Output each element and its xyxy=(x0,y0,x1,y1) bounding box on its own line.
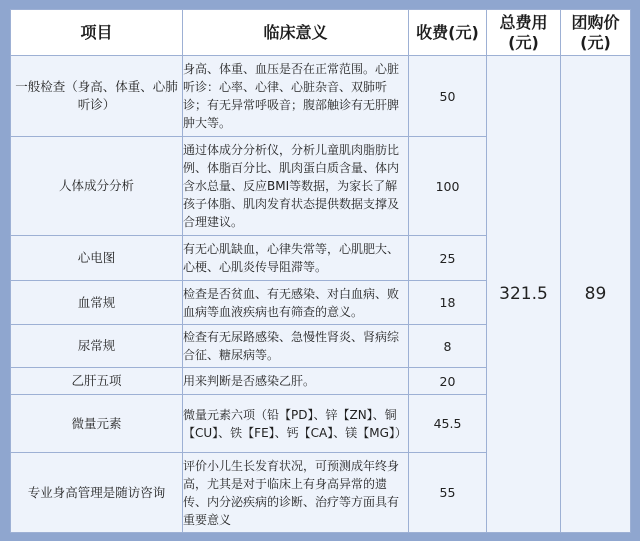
price-table xyxy=(10,9,631,533)
header-meaning: 临床意义 xyxy=(183,10,409,56)
fee-cell: 8 xyxy=(409,325,487,368)
fee-cell: 55 xyxy=(409,453,487,533)
meaning-cell: 用来判断是否感染乙肝。 xyxy=(183,368,409,395)
meaning-cell: 身高、体重、血压是否在正常范围。心脏听诊：心率、心律、心脏杂音、双肺听诊；有无异常呼吸音；腹部触诊有无肝脾肿大等。 xyxy=(183,56,409,137)
fee-cell: 50 xyxy=(409,56,487,137)
item-cell: 血常规 xyxy=(11,281,183,325)
item-cell: 乙肝五项 xyxy=(11,368,183,395)
fee-cell: 20 xyxy=(409,368,487,395)
fee-cell: 25 xyxy=(409,236,487,281)
header-row xyxy=(11,10,631,56)
header-total: 总费用(元) xyxy=(487,10,561,56)
item-cell: 尿常规 xyxy=(11,325,183,368)
item-cell: 微量元素 xyxy=(11,395,183,453)
total-cell: 321.5 xyxy=(487,56,561,533)
table-row xyxy=(11,56,631,137)
meaning-cell: 检查有无尿路感染、急慢性肾炎、肾病综合征、糖尿病等。 xyxy=(183,325,409,368)
meaning-cell: 评价小儿生长发育状况，可预测成年终身高，尤其是对于临床上有身高异常的遗传、内分泌疾病的诊断、治疗等方面具有重要意义 xyxy=(183,453,409,533)
group-price-cell: 89 xyxy=(561,56,631,533)
meaning-cell: 检查是否贫血、有无感染、对白血病、败血病等血液疾病也有筛查的意义。 xyxy=(183,281,409,325)
header-item: 项目 xyxy=(11,10,183,56)
item-cell: 专业身高管理是随访咨询 xyxy=(11,453,183,533)
fee-cell: 45.5 xyxy=(409,395,487,453)
fee-cell: 18 xyxy=(409,281,487,325)
item-cell: 人体成分分析 xyxy=(11,137,183,236)
meaning-cell: 通过体成分分析仪，分析儿童肌肉脂肪比例、体脂百分比、肌肉蛋白质含量、体内含水总量、反应BMI等数据，为家长了解孩子体脂、肌肉发育状态提供数据支撑及合理建议。 xyxy=(183,137,409,236)
item-cell: 一般检查（身高、体重、心肺听诊） xyxy=(11,56,183,137)
fee-cell: 100 xyxy=(409,137,487,236)
meaning-cell: 有无心肌缺血，心律失常等，心肌肥大、心梗、心肌炎传导阻滞等。 xyxy=(183,236,409,281)
item-cell: 心电图 xyxy=(11,236,183,281)
header-group-price: 团购价(元) xyxy=(561,10,631,56)
meaning-cell: 微量元素六项（铅【PD】、锌【ZN】、铜【CU】、铁【FE】、钙【CA】、镁【MG】） xyxy=(183,395,409,453)
header-fee: 收费(元) xyxy=(409,10,487,56)
